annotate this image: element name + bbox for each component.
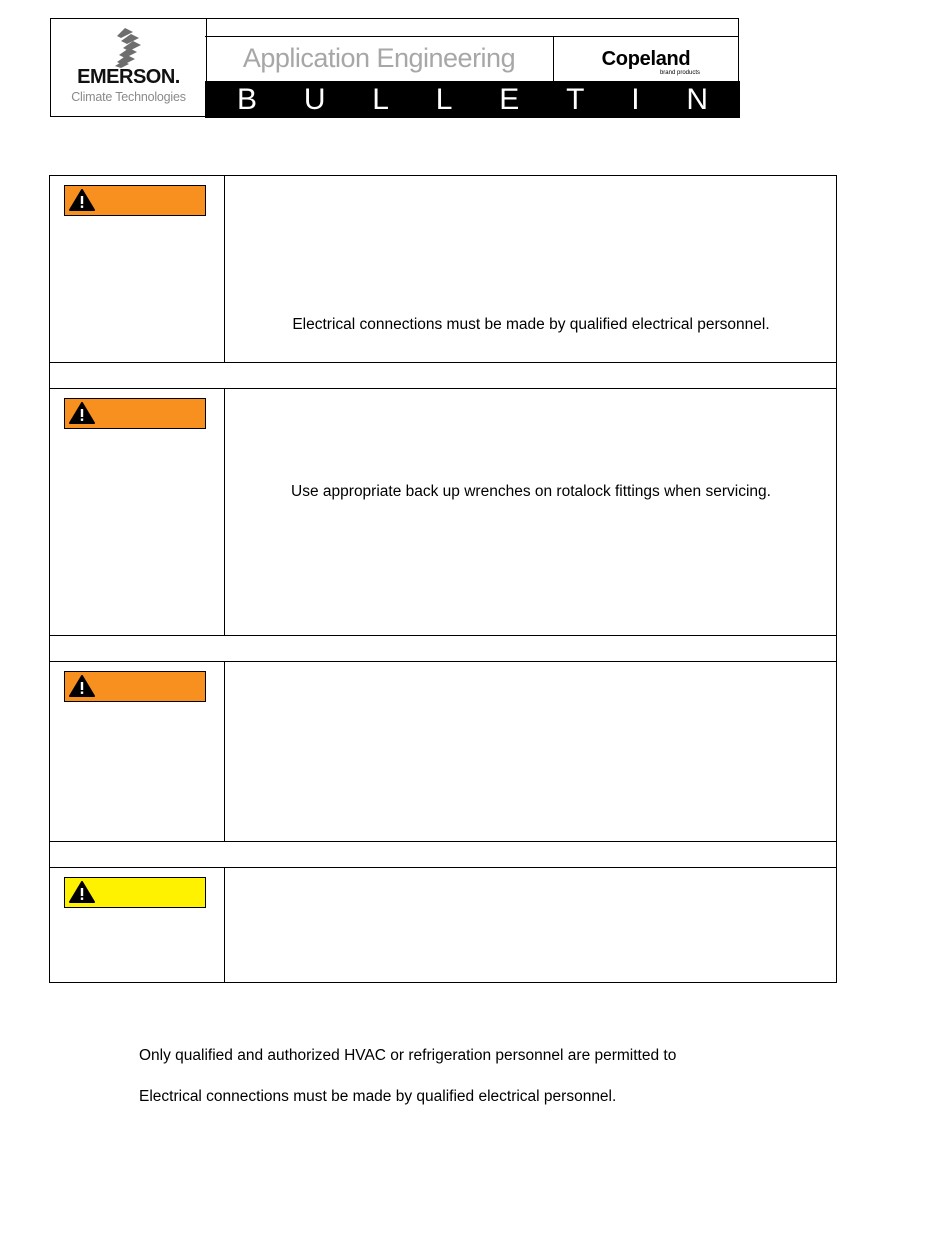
bulletin-header <box>50 18 740 117</box>
emerson-logo <box>50 18 207 117</box>
signal-word-cell <box>50 868 225 983</box>
brand-subtitle: brand products <box>659 70 700 76</box>
emerson-logo-icon <box>113 28 141 68</box>
logo-wordmark: EMERSON. <box>77 66 180 88</box>
body-paragraph: Only qualified and authorized HVAC or refrigeration personnel are permitted to <box>139 1047 677 1064</box>
signal-word-cell <box>50 176 225 362</box>
signal-word-cell <box>50 662 225 842</box>
table-spacer-row <box>50 362 837 389</box>
alert-triangle-icon <box>69 675 95 697</box>
safety-warning-table <box>49 175 837 983</box>
body-paragraph: Electrical connections must be made by qualified electrical personnel. <box>139 1088 617 1105</box>
alert-triangle-icon <box>69 189 95 211</box>
copeland-brand-cell <box>554 36 739 81</box>
bulletin-letter: B <box>237 83 258 116</box>
warning-message: Electrical connections must be made by qualified electrical personnel. <box>292 316 770 333</box>
table-spacer-row <box>50 635 837 662</box>
warning-label <box>64 185 206 216</box>
caution-label <box>64 877 206 908</box>
alert-triangle-icon <box>69 402 95 424</box>
alert-triangle-icon <box>69 881 95 903</box>
bulletin-letter: I <box>631 83 640 116</box>
caution-row <box>50 867 837 983</box>
table-spacer-row <box>50 841 837 868</box>
header-top-strip <box>205 18 739 37</box>
warning-message: Use appropriate back up wrenches on rotalock fittings when servicing. <box>291 483 771 500</box>
warning-row <box>50 661 837 842</box>
application-title: Application Engineering <box>242 43 516 73</box>
bulletin-letter: T <box>566 83 585 116</box>
bulletin-letter: L <box>372 83 389 116</box>
bulletin-letter: U <box>303 83 326 116</box>
bulletin-banner <box>205 81 740 118</box>
bulletin-letter: L <box>435 83 453 116</box>
bulletin-word <box>237 83 708 116</box>
bulletin-letter: E <box>499 83 520 116</box>
logo-subtitle: Climate Technologies <box>71 90 186 104</box>
warning-row <box>50 388 837 636</box>
bulletin-letter: N <box>686 83 708 116</box>
brand-name: Copeland <box>601 48 691 70</box>
warning-label <box>64 671 206 702</box>
signal-word-cell <box>50 389 225 636</box>
application-engineering-cell <box>205 36 554 81</box>
warning-row <box>50 176 837 362</box>
warning-label <box>64 398 206 429</box>
